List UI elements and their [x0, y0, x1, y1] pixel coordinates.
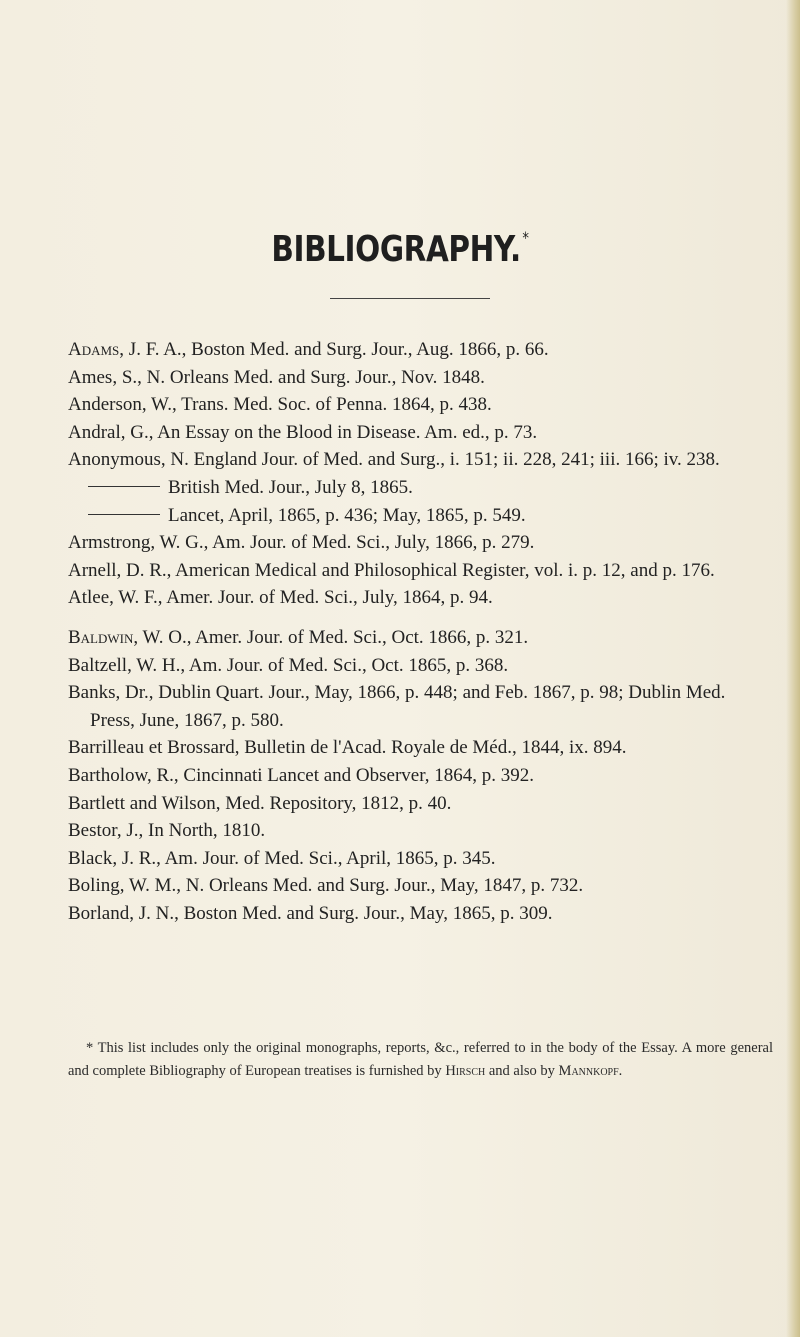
list-item: British Med. Jour., July 8, 1865. — [68, 474, 773, 502]
list-item: Baldwin, W. O., Amer. Jour. of Med. Sci., Oct. 1866, p. 321. — [68, 626, 529, 648]
entry-author: Adams, — [68, 339, 125, 360]
footnote-marker: * — [522, 228, 529, 247]
list-item: Bartholow, R., Cincinnati Lancet and Observer, 1864, p. 392. — [68, 764, 535, 786]
title-rule — [330, 298, 490, 299]
page-title — [72, 228, 728, 270]
list-item: Boling, W. M., N. Orleans Med. and Surg. Jour., May, 1847, p. 732. — [68, 875, 584, 897]
list-item: Armstrong, W. G., Am. Jour. of Med. Sci., July, 1866, p. 279. — [68, 532, 535, 554]
title-text: BIBLIOGRAPHY. — [271, 229, 521, 270]
list-item: Black, J. R., Am. Jour. of Med. Sci., April, 1865, p. 345. — [68, 847, 496, 869]
ditto-dash — [88, 486, 160, 487]
list-item: Ames, S., N. Orleans Med. and Surg. Jour., Nov. 1848. — [68, 366, 485, 388]
list-item: Banks, Dr., Dublin Quart. Jour., May, 1866, p. 448; and Feb. 1867, p. 98; Dublin Med. Press, June, 1867, p. 580. — [68, 682, 726, 731]
list-item: Atlee, W. F., Amer. Jour. of Med. Sci., July, 1864, p. 94. — [68, 587, 493, 609]
list-item: Anderson, W., Trans. Med. Soc. of Penna. 1864, p. 438. — [68, 394, 492, 416]
page-edge — [786, 0, 800, 1337]
list-item: Bartlett and Wilson, Med. Repository, 1812, p. 40. — [68, 792, 452, 814]
entry-author: Baldwin, — [68, 626, 139, 648]
list-item: Borland, J. N., Boston Med. and Surg. Jour., May, 1865, p. 309. — [68, 902, 553, 924]
bibliography-list — [68, 336, 773, 927]
list-item: Barrilleau et Brossard, Bulletin de l'Acad. Royale de Méd., 1844, ix. 894. — [68, 737, 627, 759]
list-item: Bestor, J., In North, 1810. — [68, 820, 266, 842]
list-item: Anonymous, N. England Jour. of Med. and Surg., i. 151; ii. 228, 241; iii. 166; iv. 238. — [68, 449, 720, 471]
footnote: * This list includes only the original monographs, reports, &c., referred to in the body of the Essay. A more general and complete Bibliography of European treatises is furnished by Hirsch and also by Mannkopf. — [68, 1039, 773, 1079]
footnote-name: Hirsch — [445, 1062, 486, 1079]
list-item: Andral, G., An Essay on the Blood in Disease. Am. ed., p. 73. — [68, 421, 538, 443]
list-item: Arnell, D. R., American Medical and Philosophical Register, vol. i. p. 12, and p. 176. — [68, 559, 715, 581]
footnote-name: Mannkopf — [558, 1062, 619, 1079]
list-item: Adams, J. F. A., Boston Med. and Surg. Jour., Aug. 1866, p. 66. — [68, 339, 549, 360]
list-item: Lancet, April, 1865, p. 436; May, 1865, p. 549. — [68, 502, 773, 530]
list-item: Baltzell, W. H., Am. Jour. of Med. Sci., Oct. 1865, p. 368. — [68, 654, 509, 676]
footnote-mark: * — [86, 1039, 94, 1056]
ditto-dash — [88, 514, 160, 515]
